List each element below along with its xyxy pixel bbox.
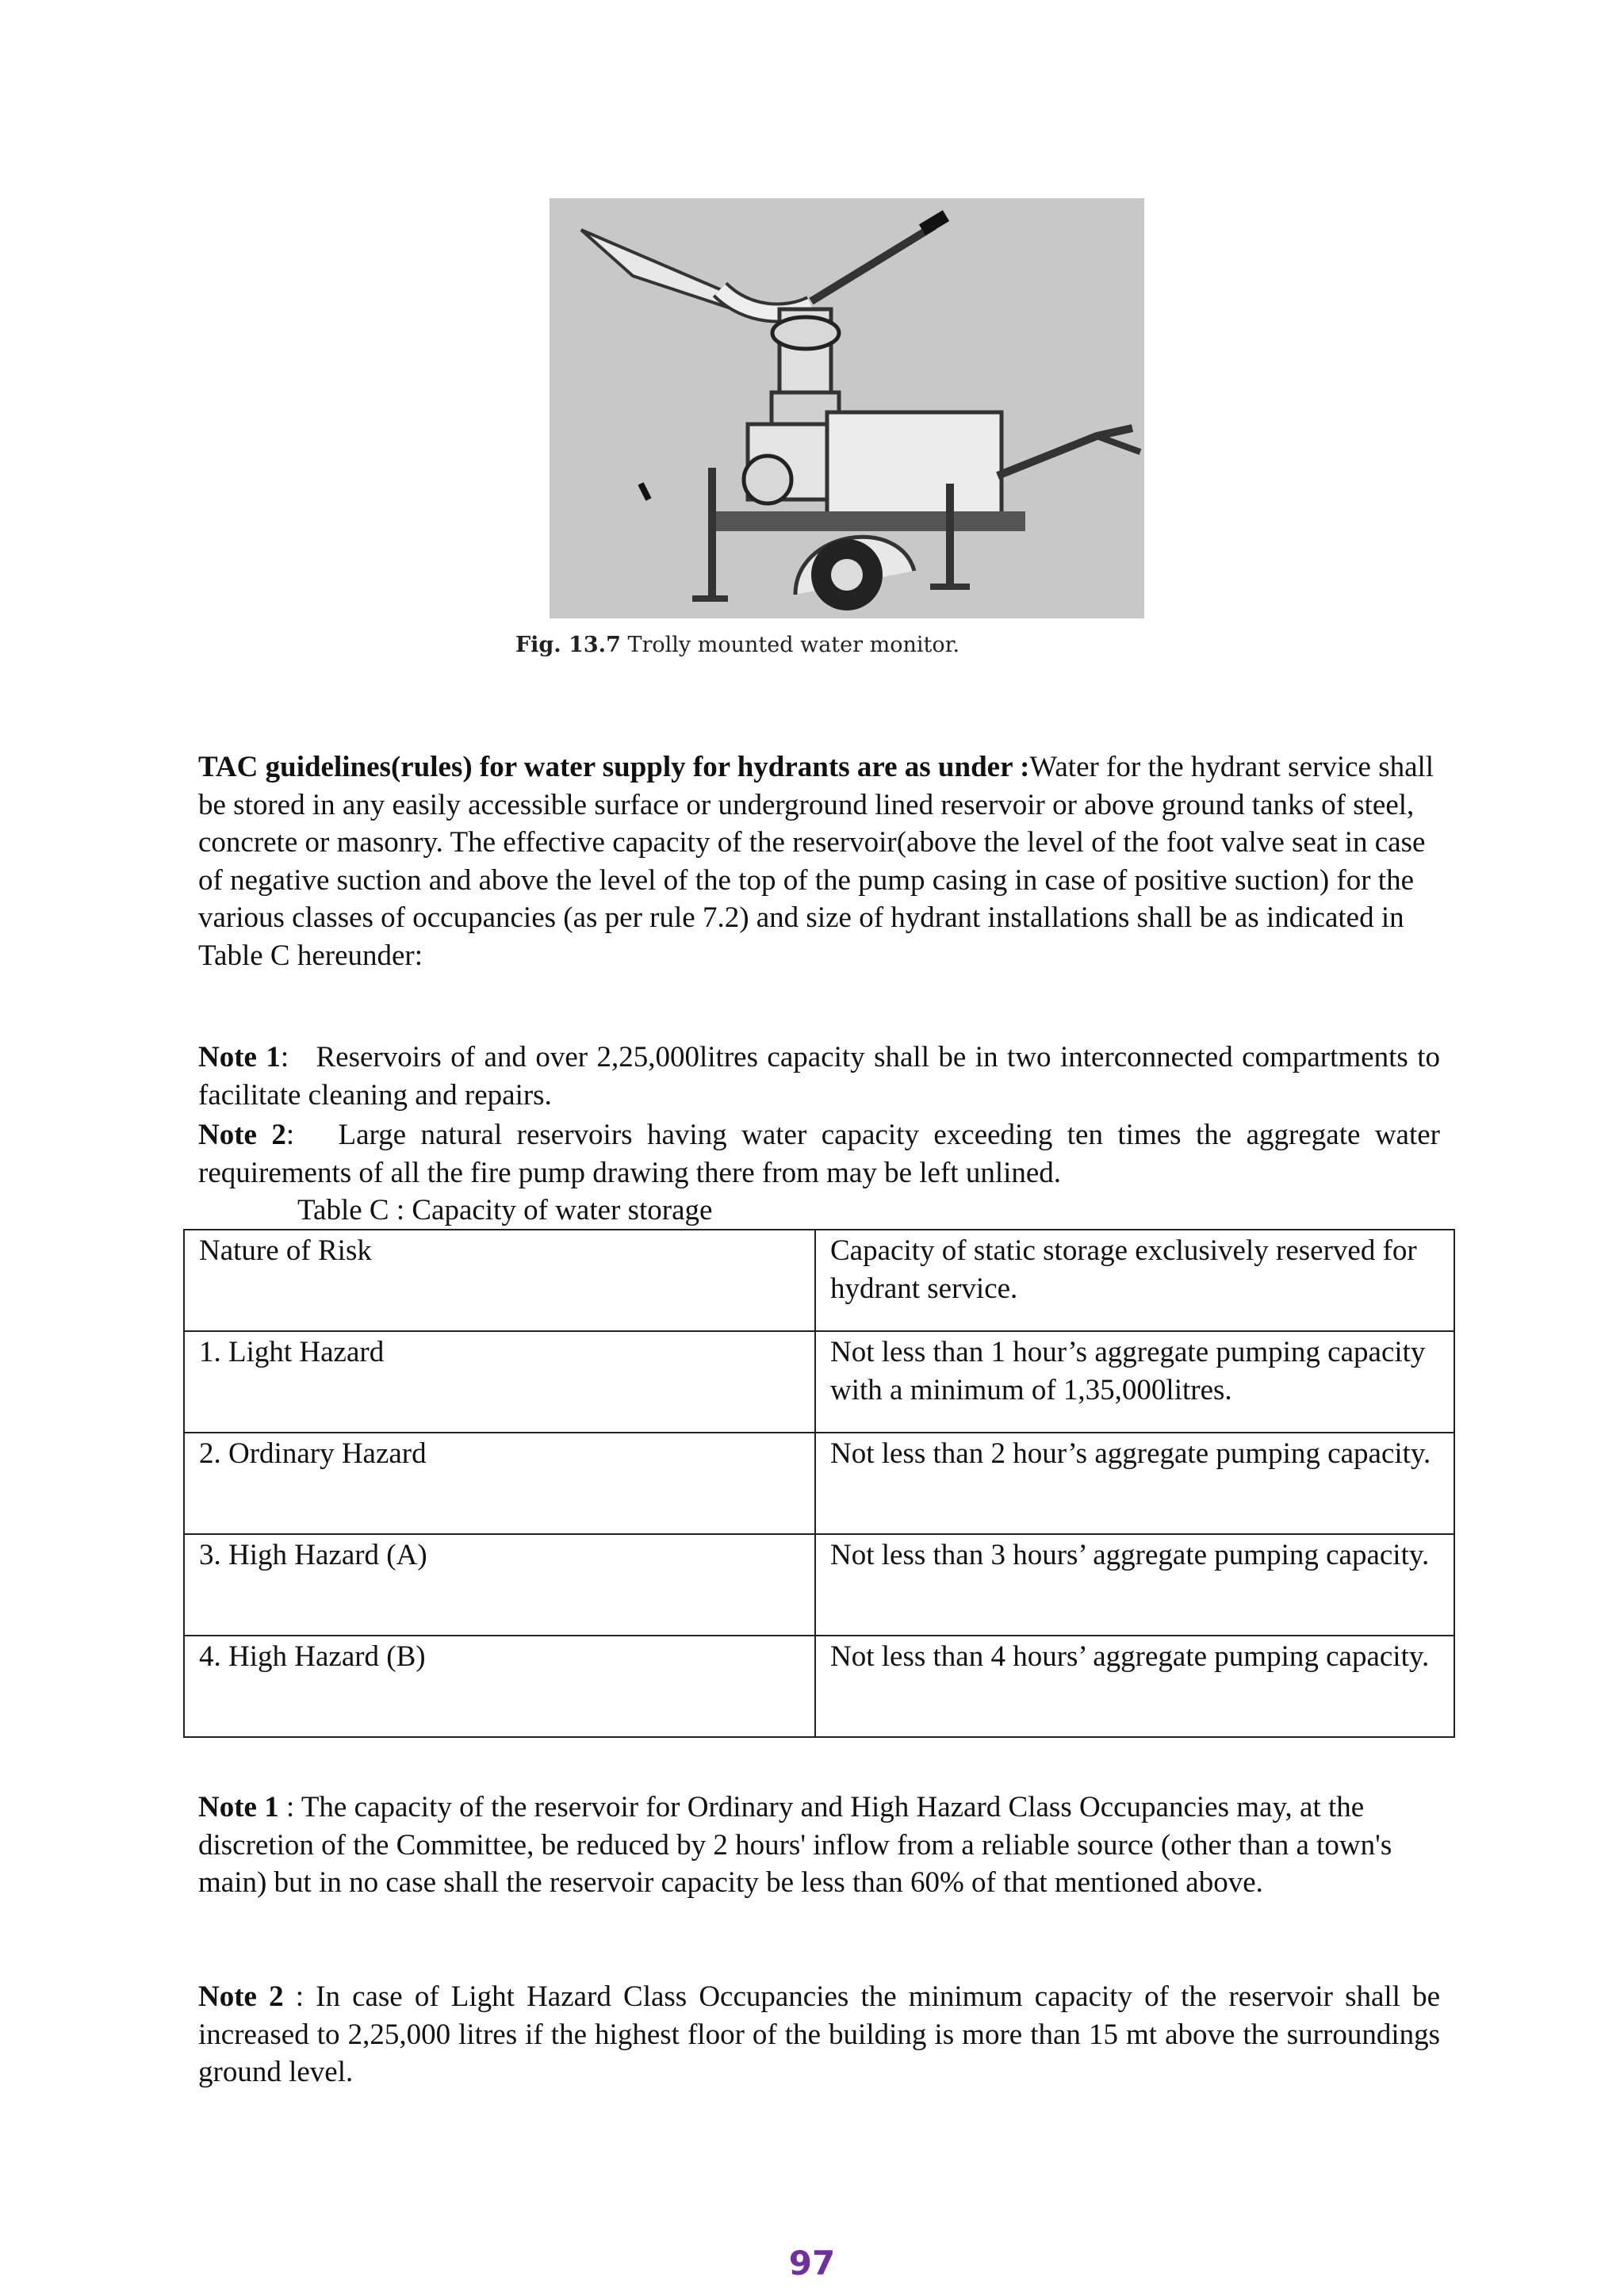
- note-top-2-text: : Large natural reservoirs having water capacity exceeding ten times the aggregate water requirements of all the fire pump drawing there from may be left unlined.: [198, 1119, 1448, 1189]
- figure-caption: [515, 633, 1086, 657]
- trolley-mounted-water-monitor-photo: [550, 198, 1144, 618]
- water-monitor-illustration: [550, 198, 1144, 618]
- note-top-1-label: Note 1: [198, 1041, 281, 1073]
- note-bottom-1: [198, 1789, 1440, 1902]
- table-header-cell: Capacity of static storage exclusively reserved for hydrant service.: [815, 1230, 1454, 1331]
- figure-number: Fig. 13.7: [515, 633, 621, 657]
- note-top-2-label: Note 2: [198, 1119, 286, 1151]
- table-cell: 3. High Hazard (A): [184, 1534, 815, 1636]
- note-bottom-2-label: Note 2: [198, 1980, 284, 2013]
- table-cell: Not less than 2 hour’s aggregate pumping capacity.: [815, 1433, 1454, 1534]
- note-bottom-2-text: : In case of Light Hazard Class Occupancies the minimum capacity of the reservoir shall be increased to 2,25,000 litres if the highest floor of the building is more than 15 mt above the surroundings ground level.: [198, 1980, 1440, 2088]
- table-cell: Not less than 4 hours’ aggregate pumping capacity.: [815, 1636, 1454, 1737]
- table-row: [184, 1331, 1454, 1433]
- intro-paragraph: [198, 748, 1440, 974]
- table-header-row: [184, 1230, 1454, 1331]
- note-top-2: [198, 1116, 1448, 1192]
- table-row: [184, 1534, 1454, 1636]
- table-cell: Not less than 1 hour’s aggregate pumping capacity with a minimum of 1,35,000litres.: [815, 1331, 1454, 1433]
- page-number: 97: [788, 2244, 836, 2283]
- table-cell: 1. Light Hazard: [184, 1331, 815, 1433]
- note-bottom-1-label: Note 1: [198, 1791, 279, 1823]
- water-storage-capacity-table: [183, 1229, 1455, 1738]
- table-cell: 2. Ordinary Hazard: [184, 1433, 815, 1534]
- note-top-1: [198, 1039, 1448, 1114]
- note-top-1-text: : Reservoirs of and over 2,25,000litres capacity shall be in two interconnected compartments to facilitate cleaning and repairs.: [198, 1041, 1448, 1112]
- table-cell: Not less than 3 hours’ aggregate pumping capacity.: [815, 1534, 1454, 1636]
- figure-caption-text: Trolly mounted water monitor.: [627, 633, 960, 657]
- note-bottom-2: [198, 1978, 1440, 2091]
- table-cell: 4. High Hazard (B): [184, 1636, 815, 1737]
- table-row: [184, 1636, 1454, 1737]
- intro-heading: TAC guidelines(rules) for water supply for hydrants are as under :: [198, 751, 1030, 783]
- table-header-cell: Nature of Risk: [184, 1230, 815, 1331]
- table-row: [184, 1433, 1454, 1534]
- intro-body: Water for the hydrant service shall be stored in any easily accessible surface or underground lined reservoir or above ground tanks of steel, concrete or masonry. The effective capacity of the reservoir(above the level of the foot valve seat in case of negative suction and above the level of the top of the pump casing in case of positive suction) for the various classes of occupancies (as per rule 7.2) and size of hydrant installations shall be as indicated in Table C hereunder:: [198, 751, 1434, 972]
- table-caption: Table C : Capacity of water storage: [297, 1194, 713, 1226]
- note-bottom-1-text: : The capacity of the reservoir for Ordinary and High Hazard Class Occupancies may, at the discretion of the Committee, be reduced by 2 hours' inflow from a reliable source (other than a town's main) but in no case shall the reservoir capacity be less than 60% of that mentioned above.: [198, 1791, 1392, 1899]
